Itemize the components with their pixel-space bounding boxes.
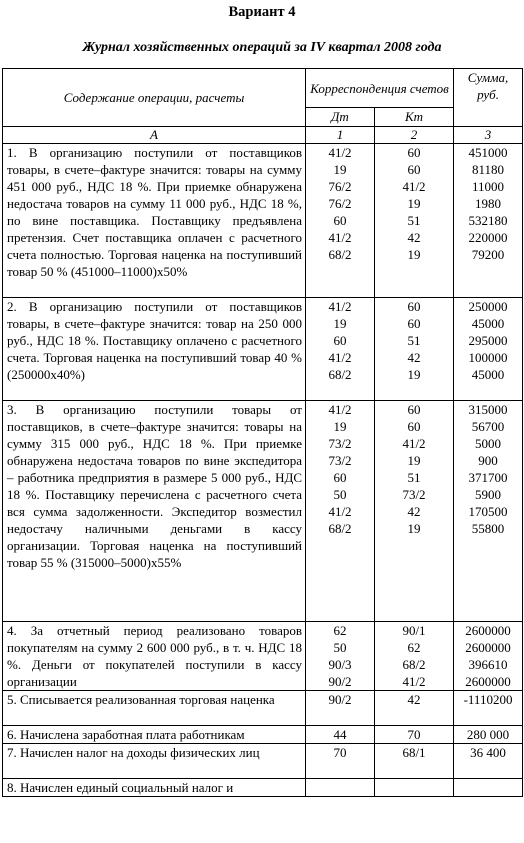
operations-journal-table bbox=[2, 68, 523, 797]
header-correspondence: Корреспонденция счетов bbox=[306, 69, 454, 108]
journal-title: Журнал хозяйственных операций за IV квартал 2008 года bbox=[82, 40, 442, 55]
debit-cell bbox=[306, 744, 375, 779]
header-amount: Сумма, руб. bbox=[454, 69, 523, 127]
amount-value: 532180 bbox=[468, 213, 508, 228]
debit-cell bbox=[306, 622, 375, 691]
credit-account: 42 bbox=[407, 230, 421, 245]
debit-account: 60 bbox=[333, 333, 347, 348]
credit-account: 62 bbox=[407, 640, 421, 655]
amount-value: -1110200 bbox=[463, 692, 513, 707]
credit-account: 19 bbox=[407, 521, 421, 536]
table-row bbox=[3, 691, 523, 726]
table-header-row bbox=[3, 69, 523, 108]
amount-value: 2600000 bbox=[465, 623, 511, 638]
amount-value: 11000 bbox=[472, 179, 505, 194]
amount-value: 2600000 bbox=[465, 674, 511, 689]
debit-account: 73/2 bbox=[328, 436, 352, 451]
table-row bbox=[3, 401, 523, 622]
debit-account: 60 bbox=[333, 213, 347, 228]
amount-cell bbox=[454, 744, 523, 779]
credit-account: 60 bbox=[407, 299, 421, 314]
amount-value: 1980 bbox=[475, 196, 502, 211]
debit-account: 90/3 bbox=[328, 657, 352, 672]
debit-account: 50 bbox=[333, 487, 347, 502]
credit-cell bbox=[375, 744, 454, 779]
variant-title: Вариант 4 bbox=[228, 4, 296, 20]
credit-account: 42 bbox=[407, 350, 421, 365]
credit-account: 51 bbox=[407, 333, 421, 348]
credit-account: 41/2 bbox=[402, 674, 426, 689]
debit-account: 41/2 bbox=[328, 230, 352, 245]
debit-account: 76/2 bbox=[328, 196, 352, 211]
amount-value: 451000 bbox=[468, 145, 508, 160]
debit-account: 41/2 bbox=[328, 145, 352, 160]
debit-account: 68/2 bbox=[328, 521, 352, 536]
column-label-3: 3 bbox=[454, 127, 523, 144]
debit-cell bbox=[306, 726, 375, 744]
debit-account: 60 bbox=[333, 470, 347, 485]
operation-description: 5. Списывается реализованная торговая наценка bbox=[3, 691, 306, 726]
debit-account: 90/2 bbox=[328, 692, 352, 707]
credit-account: 60 bbox=[407, 419, 421, 434]
credit-account: 68/2 bbox=[402, 657, 426, 672]
debit-account: 19 bbox=[333, 162, 347, 177]
table-row bbox=[3, 622, 523, 691]
credit-account: 41/2 bbox=[402, 179, 426, 194]
amount-value: 250000 bbox=[468, 299, 508, 314]
amount-cell bbox=[454, 144, 523, 298]
credit-account: 19 bbox=[407, 367, 421, 382]
debit-cell bbox=[306, 401, 375, 622]
amount-value: 900 bbox=[478, 453, 498, 468]
credit-account: 70 bbox=[407, 727, 421, 742]
debit-account: 50 bbox=[333, 640, 347, 655]
debit-account: 90/2 bbox=[328, 674, 352, 689]
amount-value: 100000 bbox=[468, 350, 508, 365]
credit-account: 51 bbox=[407, 470, 421, 485]
credit-cell bbox=[375, 298, 454, 401]
operation-description: 3. В организацию поступили товары от поставщиков, в счете–фактуре значится: товары на сумму 315 000 руб., НДС 18 %. При приемке обнаружена недостача товаров по вине экспедитора – работника предприятия в размере 5 000 руб., НДС 18 %. Поставщику перечислена с расчетного счета вся сумма задолженности. Экспедитор возместил недостачу наличными деньгами в кассу организации. Торговая наценка на поступивший товар 55 % (315000–5000)х55% bbox=[3, 401, 306, 622]
operation-description: 7. Начислен налог на доходы физических лиц bbox=[3, 744, 306, 779]
amount-value: 5900 bbox=[475, 487, 502, 502]
credit-account: 68/1 bbox=[402, 745, 426, 760]
credit-account: 51 bbox=[407, 213, 421, 228]
amount-value: 371700 bbox=[468, 470, 508, 485]
credit-cell bbox=[375, 691, 454, 726]
column-number-row bbox=[3, 127, 523, 144]
table-row bbox=[3, 298, 523, 401]
operation-description: 1. В организацию поступили от поставщиков товары, в счете–фактуре значится: товары на сумму 451 000 руб., НДС 18 %. При приемке обнаружена недостача товаров на сумму 11 000 руб., НДС 18 %, по вине поставщика. Поставщику предъявлена претензия. Счет поставщика оплачен с расчетного счета полностью. Торговая наценка на поступивший товар 50 % (451000–11000)х50% bbox=[3, 144, 306, 298]
credit-cell bbox=[375, 144, 454, 298]
debit-account: 70 bbox=[333, 745, 347, 760]
operation-description: 2. В организацию поступили от поставщиков товары, в счете–фактуре значится: товар на 250 000 руб., НДС 18 %. Поставщику оплачено с расчетного счета. Торговая наценка на поступивший товар 40 % (250000х40%) bbox=[3, 298, 306, 401]
operation-description: 4. За отчетный период реализовано товаров покупателям на сумму 2 600 000 руб., в т. ч. НДС 18 %. Деньги от покупателей поступили в кассу организации bbox=[3, 622, 306, 691]
amount-value: 2600000 bbox=[465, 640, 511, 655]
amount-value: 79200 bbox=[471, 247, 505, 262]
debit-account: 44 bbox=[333, 727, 347, 742]
amount-value: 36 400 bbox=[470, 745, 506, 760]
debit-account: 68/2 bbox=[328, 367, 352, 382]
column-label-2: 2 bbox=[375, 127, 454, 144]
amount-value: 315000 bbox=[468, 402, 508, 417]
credit-account: 19 bbox=[407, 247, 421, 262]
credit-cell bbox=[375, 779, 454, 797]
debit-account: 73/2 bbox=[328, 453, 352, 468]
debit-account: 41/2 bbox=[328, 504, 352, 519]
header-credit: Кт bbox=[375, 108, 454, 127]
amount-value: 295000 bbox=[468, 333, 508, 348]
debit-account: 76/2 bbox=[328, 179, 352, 194]
operation-description: 6. Начислена заработная плата работникам bbox=[3, 726, 306, 744]
amount-value: 220000 bbox=[468, 230, 508, 245]
debit-cell bbox=[306, 298, 375, 401]
amount-cell bbox=[454, 401, 523, 622]
credit-account: 19 bbox=[407, 196, 421, 211]
debit-account: 41/2 bbox=[328, 299, 352, 314]
column-label-1: 1 bbox=[306, 127, 375, 144]
credit-account: 60 bbox=[407, 145, 421, 160]
column-label-a: А bbox=[3, 127, 306, 144]
operation-description: 8. Начислен единый социальный налог и bbox=[3, 779, 306, 797]
debit-account: 62 bbox=[333, 623, 347, 638]
table-row bbox=[3, 144, 523, 298]
credit-cell bbox=[375, 622, 454, 691]
table-row bbox=[3, 779, 523, 797]
header-content: Содержание операции, расчеты bbox=[3, 69, 306, 127]
credit-account: 42 bbox=[407, 692, 421, 707]
credit-cell bbox=[375, 726, 454, 744]
amount-value: 45000 bbox=[471, 367, 505, 382]
amount-value: 81180 bbox=[472, 162, 505, 177]
amount-value: 170500 bbox=[468, 504, 508, 519]
debit-cell bbox=[306, 779, 375, 797]
amount-cell bbox=[454, 622, 523, 691]
credit-account: 60 bbox=[407, 316, 421, 331]
debit-account: 19 bbox=[333, 419, 347, 434]
table-row bbox=[3, 744, 523, 779]
amount-cell bbox=[454, 726, 523, 744]
amount-value: 5000 bbox=[475, 436, 502, 451]
credit-account: 60 bbox=[407, 162, 421, 177]
debit-account: 41/2 bbox=[328, 350, 352, 365]
table-row bbox=[3, 726, 523, 744]
debit-account: 68/2 bbox=[328, 247, 352, 262]
credit-account: 19 bbox=[407, 453, 421, 468]
amount-value: 396610 bbox=[468, 657, 508, 672]
amount-value: 45000 bbox=[471, 316, 505, 331]
credit-account: 90/1 bbox=[402, 623, 426, 638]
debit-account: 19 bbox=[333, 316, 347, 331]
credit-account: 60 bbox=[407, 402, 421, 417]
amount-value: 56700 bbox=[471, 419, 505, 434]
credit-account: 42 bbox=[407, 504, 421, 519]
credit-account: 41/2 bbox=[402, 436, 426, 451]
debit-cell bbox=[306, 144, 375, 298]
credit-account: 73/2 bbox=[402, 487, 426, 502]
debit-cell bbox=[306, 691, 375, 726]
debit-account: 41/2 bbox=[328, 402, 352, 417]
amount-cell bbox=[454, 298, 523, 401]
credit-cell bbox=[375, 401, 454, 622]
amount-value: 55800 bbox=[471, 521, 505, 536]
amount-cell bbox=[454, 691, 523, 726]
header-debit: Дт bbox=[306, 108, 375, 127]
amount-cell bbox=[454, 779, 523, 797]
amount-value: 280 000 bbox=[466, 727, 510, 742]
